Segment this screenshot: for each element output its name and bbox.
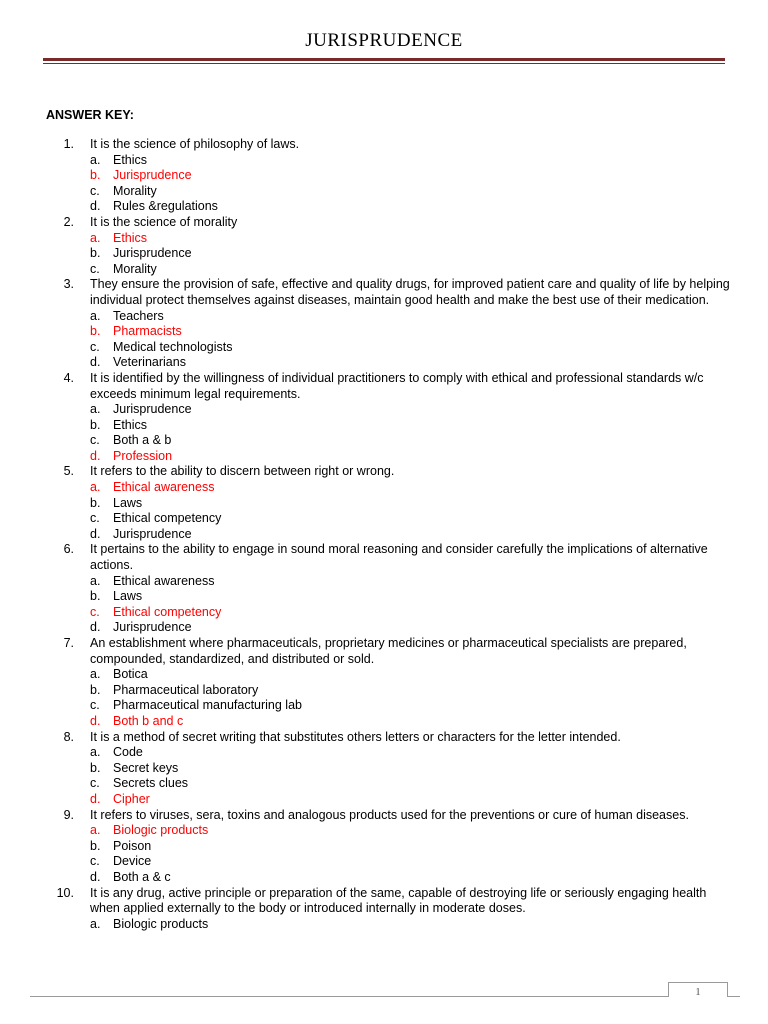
answer-option [90, 667, 730, 683]
option-letter: b. [90, 760, 101, 775]
option-letter: a. [90, 152, 101, 167]
option-text: Both b and c [113, 713, 184, 728]
question-item [0, 636, 730, 730]
option-text: Jurisprudence [113, 168, 192, 183]
option-letter: d. [90, 526, 101, 541]
option-text: Both a & b [113, 433, 172, 448]
option-text: Ethical awareness [113, 573, 215, 588]
option-text: Pharmacists [113, 324, 182, 339]
option-letter: c. [90, 698, 100, 713]
option-letter: d. [90, 791, 101, 806]
answer-option [90, 745, 730, 761]
answer-option [90, 854, 730, 870]
answer-option [90, 698, 730, 714]
option-text: Cipher [113, 791, 150, 806]
question-item [0, 808, 730, 886]
correct-answer-option [90, 605, 730, 621]
option-text: Jurisprudence [113, 402, 192, 417]
correct-answer-option [90, 449, 730, 465]
correct-answer-option [90, 714, 730, 730]
question-number: 10. [56, 885, 74, 900]
option-text: Biologic products [113, 823, 209, 838]
page-title: JURISPRUDENCE [305, 30, 463, 51]
question-text: It refers to the ability to discern between right or wrong. [90, 464, 395, 479]
question-item [0, 542, 730, 636]
option-list [90, 480, 730, 542]
question-list [0, 137, 768, 932]
question-text: It is the science of morality [90, 214, 238, 229]
option-text: Device [113, 854, 152, 869]
option-letter: a. [90, 823, 101, 838]
option-letter: d. [90, 620, 101, 635]
option-letter: a. [90, 745, 101, 760]
question-item [0, 886, 730, 933]
question-item [0, 464, 730, 542]
answer-option [90, 402, 730, 418]
option-letter: c. [90, 776, 100, 791]
option-text: Code [113, 745, 143, 760]
question-item [0, 730, 730, 808]
option-letter: a. [90, 308, 101, 323]
option-letter: a. [90, 230, 101, 245]
option-text: Teachers [113, 308, 164, 323]
option-text: Profession [113, 448, 173, 463]
option-text: Ethics [113, 152, 148, 167]
question-number: 6. [63, 542, 74, 557]
option-text: Poison [113, 838, 152, 853]
question-text: It is any drug, active principle or preparation of the same, capable of destroying life or seriously engaging health when applied externally to the body or introduced internally in moderate doses. [90, 885, 707, 916]
option-text: Ethical competency [113, 604, 222, 619]
option-letter: c. [90, 511, 100, 526]
option-letter: d. [90, 448, 101, 463]
question-number: 8. [63, 729, 74, 744]
option-text: Ethical awareness [113, 480, 215, 495]
correct-answer-option [90, 823, 730, 839]
option-letter: b. [90, 168, 101, 183]
option-text: Biologic products [113, 916, 209, 931]
option-letter: b. [90, 682, 101, 697]
option-letter: c. [90, 854, 100, 869]
question-text: It refers to viruses, sera, toxins and analogous products used for the preventions or cure of human diseases. [90, 807, 689, 822]
question-number: 7. [63, 636, 74, 650]
option-letter: b. [90, 495, 101, 510]
option-text: Jurisprudence [113, 620, 192, 635]
option-letter: b. [90, 589, 101, 604]
answer-option [90, 776, 730, 792]
option-list [90, 667, 730, 729]
answer-option [90, 262, 730, 278]
option-letter: b. [90, 246, 101, 261]
answer-option [90, 153, 730, 169]
option-text: Laws [113, 589, 143, 604]
option-text: Pharmaceutical manufacturing lab [113, 698, 302, 713]
option-letter: c. [90, 604, 100, 619]
option-list [90, 153, 730, 215]
correct-answer-option [90, 231, 730, 247]
option-text: Laws [113, 495, 143, 510]
option-letter: c. [90, 183, 100, 198]
question-text: It is a method of secret writing that substitutes others letters or characters for the letter intended. [90, 729, 621, 744]
answer-option [90, 496, 730, 512]
option-text: Jurisprudence [113, 246, 192, 261]
correct-answer-option [90, 324, 730, 340]
option-text: Veterinarians [113, 355, 186, 370]
question-text: It is the science of philosophy of laws. [90, 137, 300, 151]
answer-option [90, 839, 730, 855]
option-letter: a. [90, 402, 101, 417]
option-text: Jurisprudence [113, 526, 192, 541]
option-letter: c. [90, 261, 100, 276]
option-text: Botica [113, 667, 148, 682]
question-number: 9. [63, 807, 74, 822]
page-number: 1 [668, 982, 728, 997]
option-letter: b. [90, 417, 101, 432]
option-text: Secrets clues [113, 776, 189, 791]
option-text: Morality [113, 183, 157, 198]
answer-option [90, 511, 730, 527]
question-text: They ensure the provision of safe, effective and quality drugs, for improved patient care and quality of life by helping individual protect themselves against diseases, maintain good health and make the best use of their medication. [90, 277, 730, 307]
option-letter: d. [90, 199, 101, 214]
correct-answer-option [90, 480, 730, 496]
option-list [90, 402, 730, 464]
answer-option [90, 184, 730, 200]
option-text: Both a & c [113, 869, 171, 884]
option-letter: d. [90, 355, 101, 370]
question-number: 1. [63, 137, 74, 151]
question-item [0, 277, 730, 371]
option-letter: b. [90, 324, 101, 339]
option-list [90, 745, 730, 807]
answer-option [90, 199, 730, 215]
option-text: Secret keys [113, 760, 179, 775]
answer-option [90, 527, 730, 543]
option-letter: c. [90, 433, 100, 448]
correct-answer-option [90, 168, 730, 184]
option-letter: a. [90, 916, 101, 931]
question-number: 3. [63, 277, 74, 292]
option-text: Ethical competency [113, 511, 222, 526]
option-list [90, 309, 730, 371]
answer-option [90, 309, 730, 325]
question-text: An establishment where pharmaceuticals, proprietary medicines or pharmaceutical specialists are prepared, compounded, standardized, and distributed or sold. [90, 636, 687, 666]
header-rule [43, 58, 725, 61]
answer-option [90, 418, 730, 434]
header-rule-thin [43, 63, 725, 64]
question-number: 2. [63, 214, 74, 229]
option-letter: c. [90, 339, 100, 354]
answer-option [90, 574, 730, 590]
option-list [90, 917, 730, 933]
answer-option [90, 683, 730, 699]
answer-option [90, 917, 730, 933]
question-item [0, 137, 730, 215]
option-list [90, 231, 730, 278]
answer-option [90, 761, 730, 777]
option-letter: a. [90, 573, 101, 588]
option-letter: d. [90, 713, 101, 728]
answer-option [90, 589, 730, 605]
option-text: Pharmaceutical laboratory [113, 682, 259, 697]
option-list [90, 574, 730, 636]
question-number: 4. [63, 370, 74, 385]
question-item [0, 215, 730, 277]
correct-answer-option [90, 792, 730, 808]
option-text: Ethics [113, 417, 148, 432]
answer-option [90, 433, 730, 449]
section-title: ANSWER KEY: [46, 108, 134, 122]
option-letter: d. [90, 869, 101, 884]
option-text: Rules &regulations [113, 199, 218, 214]
answer-option [90, 870, 730, 886]
option-list [90, 823, 730, 885]
option-letter: a. [90, 667, 101, 682]
question-item [0, 371, 730, 465]
option-text: Medical technologists [113, 339, 233, 354]
footer-rule [30, 996, 740, 997]
option-text: Ethics [113, 230, 148, 245]
answer-option [90, 355, 730, 371]
question-text: It pertains to the ability to engage in sound moral reasoning and consider carefully the implications of alternative actions. [90, 542, 708, 573]
answer-option [90, 620, 730, 636]
option-letter: a. [90, 480, 101, 495]
option-letter: b. [90, 838, 101, 853]
option-text: Morality [113, 261, 157, 276]
question-number: 5. [63, 464, 74, 479]
question-text: It is identified by the willingness of individual practitioners to comply with ethical and professional standards w/c exceeds minimum legal requirements. [90, 370, 704, 401]
answer-option [90, 340, 730, 356]
answer-option [90, 246, 730, 262]
